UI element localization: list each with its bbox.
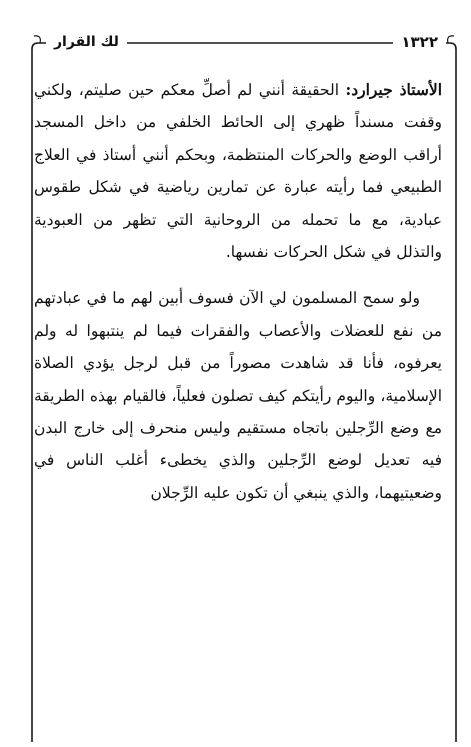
paragraph-2: ولو سمح المسلمون لي الآن فسوف أبين لهم ما في عبادتهم من نفع للعضلات والأعصاب والفقرات فيما لم ينتبهوا له ولم يعرفوه، فأنا قد شاهدت مصوراً من قبل لرجل يؤدي الصلاة الإسلامية، واليوم رأيتكم كيف تصلون فعلياً، فالقيام بهذه الطريقة مع وضع الرِّجلين باتجاه مستقيم وليس منحرف إلى خارج البدن فيه تعديل لوضع الرِّجلين والذي يخطىء أغلب الناس في وضعيتيهما، والذي ينبغي أن تكون عليه الرِّجلان — [34, 289, 442, 502]
page-number: ١٣٢٢ — [393, 31, 446, 53]
speaker-name: الأستاذ جيرارد: — [345, 80, 443, 99]
running-title: لك القرار — [46, 31, 127, 53]
paragraph-1-text: الحقيقة أنني لم أصلِّ معكم حين صليتم، ولكني وقفت مسنداً ظهري إلى الحائط الخلفي من داخل المسجد أراقب الوضع والحركات المنتظمة، وبحكم أنني أستاذ في العلاج الطبيعي فما رأيته عبارة عن تمارين رياضية في شكل طقوس عبادية، مع ما تحمله من الروحانية التي تظهر من العبودية والتذلل في شكل الحركات نفسها. — [34, 81, 442, 262]
page-header — [44, 31, 446, 55]
paragraph-1 — [34, 74, 442, 268]
body-text — [34, 74, 442, 509]
